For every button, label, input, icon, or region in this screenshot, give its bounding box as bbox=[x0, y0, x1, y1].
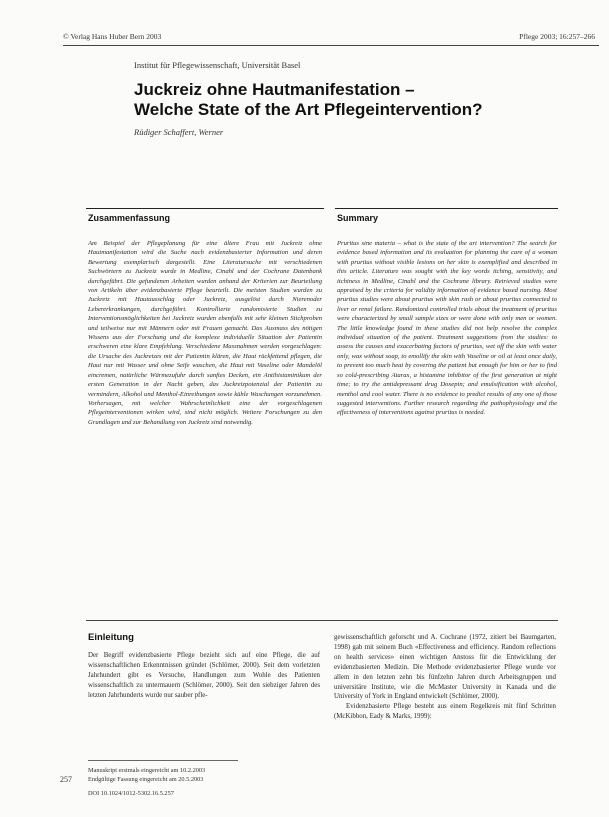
einleitung-paragraph-1: Der Begriff evidenzbasierte Pflege bezieht sich auf eine Pflege, die auf wissenschaftlichen Erkenntnissen gründet (Schlömer, 2000). Seit dem vorletzten Jahrhundert gibt es Versuche, Handlungen zum Wohle des Patienten wissenschaftlich zu untermauern (Schlömer, 2000). Seit den siebziger Jahren des letzten Jahrhunderts wurde nur sauber pfle- bbox=[88, 652, 320, 699]
zusammenfassung-box bbox=[88, 239, 322, 609]
zusammenfassung-heading: Zusammenfassung bbox=[88, 213, 171, 223]
abstract-bottom-rule bbox=[86, 620, 558, 621]
einleitung-paragraph-2: gewissenschaftlich geforscht und A. Cochrane (1972, zitiert bei Baumgarten, 1998) gab mit seinem Buch «Effectiveness and efficiency. Random reflections on health services» einen wichtigen Anstoss für die Entwicklung der evidenzbasierten Medizin. Die Methode evidenzbasierter Pflege wurde vor allem in den letzten zehn bis fünfzehn Jahren durch Arbeitsgruppen und universitäre Institute, wie die McMaster University in Kanada und die University of York in England entwickelt (Schlömer, 2000). bbox=[334, 634, 556, 701]
footnote-line-2: Endgültige Fassung eingereicht am 20.5.2003 bbox=[88, 775, 204, 783]
running-head-right: Pflege 2003; 16:257–266 bbox=[519, 32, 595, 41]
einleitung-col1 bbox=[88, 651, 320, 747]
footnote-rule bbox=[88, 760, 238, 761]
institution: Institut für Pflegewissenschaft, Universität Basel bbox=[134, 60, 301, 70]
authors: Rüdiger Schaffert, Werner bbox=[134, 127, 224, 137]
summary-box bbox=[337, 239, 557, 609]
summary-heading: Summary bbox=[337, 213, 379, 223]
einleitung-paragraph-3: Evidenzbasierte Pflege besteht aus einem Regelkreis mit fünf Schritten (McKibbon, Eady & Marks, 1999): bbox=[334, 703, 556, 721]
einleitung-col2 bbox=[334, 633, 556, 813]
title-line-2: Welche State of the Art Pflegeintervention? bbox=[134, 100, 483, 119]
summary-rule bbox=[335, 208, 558, 209]
zusammenfassung-text: Am Beispiel der Pflegeplanung für eine ältere Frau mit Juckreiz ohne Hautmanifestation wird die Suche nach evidenzbasierter Information und deren Bewertung exemplarisch dargestellt. Eine Literatursuche mit verschiedenen Suchwörtern zu Juckreiz wurde in Medline, Cinahl und der Cochrane Datenbank durchgeführt. Die gefundenen Arbeiten wurden anhand der Kriterien zur Beurteilung von Artikeln über evidenzbasierte Pflege beurteilt. Die meisten Studien wurden zu Juckreiz mit Hautausschlag oder Juckreiz, ausgelöst durch Nierenoder Lebererkrankungen, durchgeführt. Kontrollierte randomisierte Studien zu Interventionsmöglichkeiten bei Juckreiz wurden ebenfalls mit sehr kleinen Stichproben und teilweise nur mit Männern oder mit Frauen gemacht. Das Ausmass des nötigen Wissens aus der Forschung und die komplexe individuelle Situation der Patientin erschweren eine klare Empfehlung. Verschiedene Massnahmen werden vorgeschlagen: die Ursache des Juckreizes mit der Patientin klären, die Haut rückfettend pflegen, die Haut nur mit Wasser und ohne Seife waschen, die Haut mit Vaseline oder Mandelöl eincremen, natürliche Wärmezufuhr durch sanftes Decken, ein Antihistaminikum der ersten Generation in der Nacht geben, das Juckreizpotenzial der Patientin zu vermindern, Alkohol und Menthol-Einreibungen sowie kühle Waschungen vorzunehmen. Vorhersagen, mit welcher Wahrscheinlichkeit eine der vorgeschlagenen Pflegeinterventionen wirken wird, sind nicht möglich. Weitere Forschungen zu den Grundlagen und zur Behandlung von Juckreiz sind notwendig. bbox=[88, 240, 322, 426]
footnote-line-1: Manuskript erstmals eingereicht am 10.2.2003 bbox=[88, 767, 206, 774]
footnote bbox=[88, 767, 328, 798]
title-line-1: Juckreiz ohne Hautmanifestation – bbox=[134, 80, 415, 99]
running-head-left: © Verlag Hans Huber Bern 2003 bbox=[63, 32, 162, 41]
section-heading-einleitung: Einleitung bbox=[88, 632, 134, 643]
summary-text: Pruritus sine materia – what is the state of the art intervention? The search for evidence based information and its evaluation for planning the care of a woman with pruritus without visible lesions on her skin is exemplified and described in this article. Literature was sought with the key words itching, sensitivity, and itchiness in Medline, Cinahl and the Cochrane library. Retrieved studies were appraised by the criteria for validity information of evidence based nursing. Most pruritus studies were about pruritus with skin rash or about pruritus connected to liver or renal failure. Randomized controlled trials about the treatment of pruritus were characterized by small sample sizes or were done with only men or women. The little knowledge found in these studies did not help resolve the complex individual situation of the patient. Treatment suggestions from the studies: to assess the causes and exacerbating factors of pruritus, wet off the skin with water only, wax without soap, to emollify the skin with Vaseline or oil at least once daily, to prevent too much heat by covering the patient but enough for him or her to find so cold-prescribing Atarax, a histamine inhibitor of the first generation at night time; to try the antidepressant drug Doxepin; and emulsification with alcohol, menthol and cool water. There is no evidence to predict results of any one of those suggested interventions. Further research regarding the pathophysiology and the effectiveness of interventions against pruritus is needed. bbox=[337, 240, 557, 417]
doi: DOI 10.1024/1012-5302.16.5.257 bbox=[88, 789, 174, 797]
article-title bbox=[134, 80, 594, 120]
page-number: 257 bbox=[60, 775, 72, 784]
header-rule bbox=[63, 45, 599, 46]
zusammenfassung-rule bbox=[86, 208, 324, 209]
